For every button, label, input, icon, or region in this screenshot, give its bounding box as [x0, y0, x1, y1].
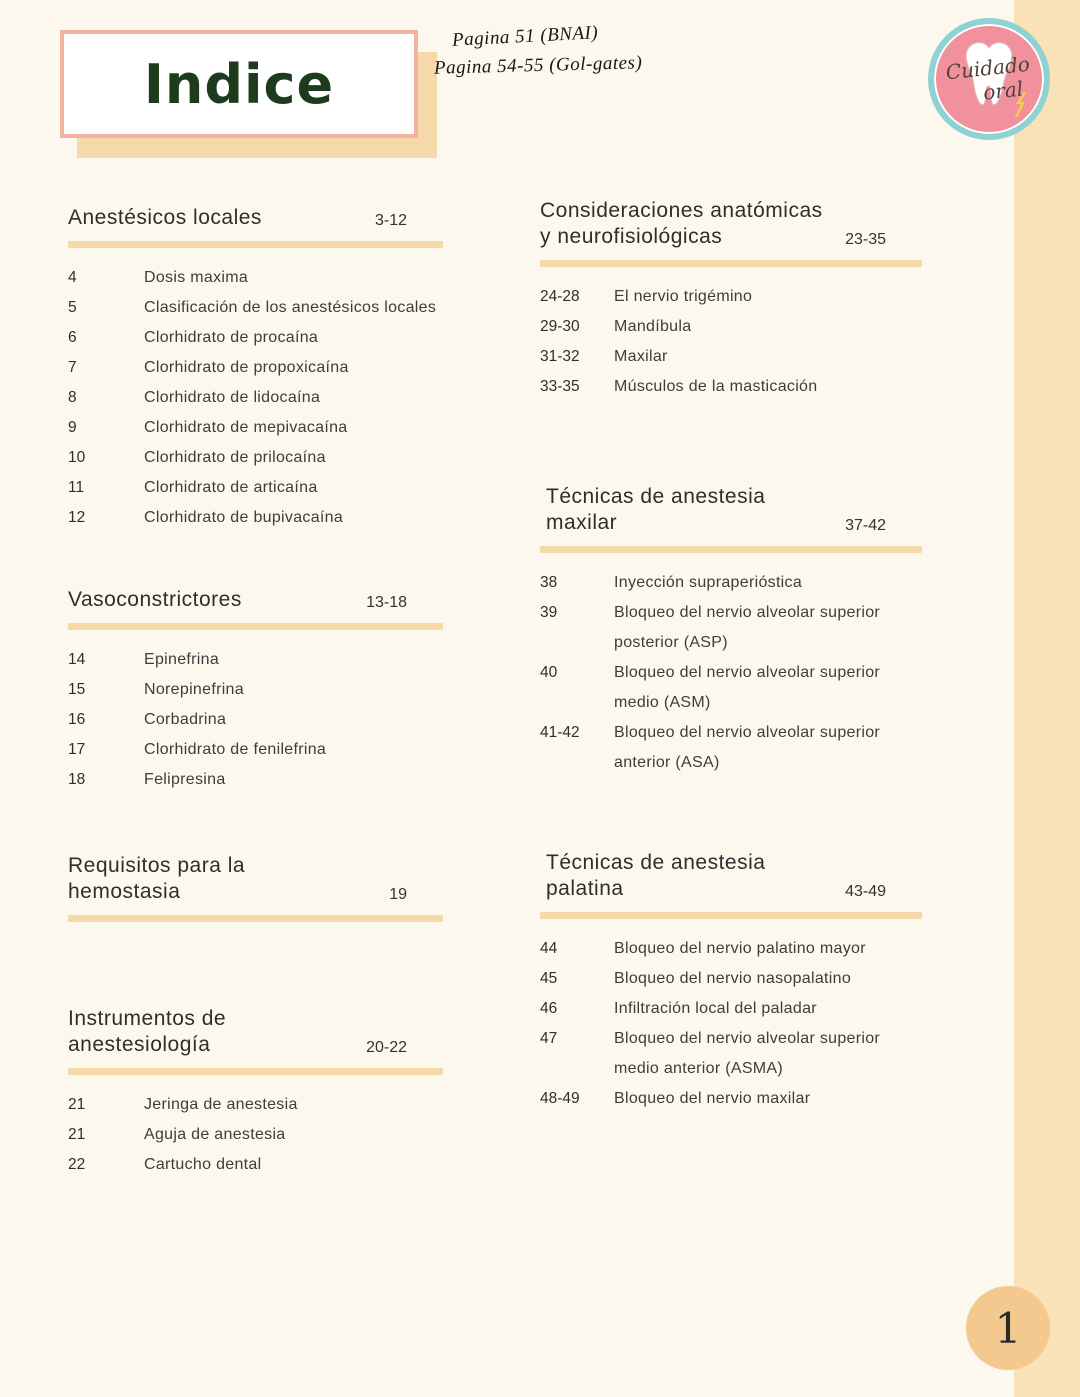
section-item-list	[68, 645, 443, 795]
toc-item-label: Dosis maxima	[144, 269, 249, 286]
section-underline-bar	[540, 546, 922, 553]
section-page-range: 37-42	[845, 517, 886, 534]
section-title	[68, 205, 375, 231]
toc-item	[540, 282, 922, 312]
toc-item	[68, 413, 443, 443]
section-title	[68, 587, 366, 613]
section-page-range: 43-49	[845, 883, 886, 900]
section-title-line: Instrumentos de	[68, 1007, 227, 1030]
section-requisitos-hemostasia	[68, 853, 443, 922]
toc-item-page: 21	[68, 1126, 86, 1143]
toc-item-label: Clorhidrato de fenilefrina	[144, 741, 327, 758]
toc-item	[68, 353, 443, 383]
toc-item	[68, 645, 443, 675]
toc-item	[540, 658, 922, 718]
toc-item-page: 24-28	[540, 288, 580, 305]
toc-item-label: Aguja de anestesia	[144, 1126, 286, 1143]
toc-item-page: 33-35	[540, 378, 580, 395]
section-title-line: Anestésicos locales	[68, 206, 262, 229]
toc-item-label: Felipresina	[144, 771, 226, 788]
toc-column-right	[540, 198, 922, 1114]
toc-item-label: Corbadrina	[144, 711, 227, 728]
toc-item-page: 39	[540, 604, 558, 621]
toc-item	[540, 312, 922, 342]
toc-item-page: 29-30	[540, 318, 580, 335]
section-title	[546, 484, 845, 536]
toc-item-label: Norepinefrina	[144, 681, 244, 698]
section-item-list	[68, 263, 443, 533]
toc-item	[540, 568, 922, 598]
toc-item	[68, 443, 443, 473]
toc-item-page: 14	[68, 651, 86, 668]
section-consideraciones-anatomicas	[540, 198, 922, 402]
toc-item	[68, 293, 443, 323]
toc-item-page: 40	[540, 664, 558, 681]
toc-item-page: 22	[68, 1156, 86, 1173]
section-title-line: Técnicas de anestesia	[546, 851, 766, 874]
toc-item-page: 47	[540, 1030, 558, 1047]
toc-item-page: 44	[540, 940, 558, 957]
toc-item-page: 10	[68, 449, 86, 466]
section-title-line: Requisitos para la	[68, 854, 246, 877]
toc-item-label: Bloqueo del nervio alveolar superior anterior (ASA)	[614, 724, 881, 771]
toc-item-page: 4	[68, 269, 77, 286]
toc-item-label: Maxilar	[614, 348, 668, 365]
section-underline-bar	[68, 623, 443, 630]
section-tecnicas-maxilar	[540, 484, 922, 778]
page-title: Indice	[143, 52, 335, 116]
section-header	[540, 198, 922, 250]
section-header	[540, 484, 922, 536]
toc-item-label: Bloqueo del nervio maxilar	[614, 1090, 811, 1107]
toc-item	[540, 1084, 922, 1114]
brand-logo	[928, 18, 1050, 140]
toc-item-label: Infiltración local del paladar	[614, 1000, 817, 1017]
toc-item-page: 46	[540, 1000, 558, 1017]
toc-item-page: 41-42	[540, 724, 580, 741]
toc-item	[68, 323, 443, 353]
toc-item	[540, 964, 922, 994]
toc-item-label: Bloqueo del nervio alveolar superior medio anterior (ASMA)	[614, 1030, 881, 1077]
toc-item	[68, 1120, 443, 1150]
section-item-list	[540, 282, 922, 402]
section-title-line: Consideraciones anatómicas	[540, 199, 823, 222]
toc-item-label: Bloqueo del nervio nasopalatino	[614, 970, 852, 987]
toc-item-label: Bloqueo del nervio alveolar superior posterior (ASP)	[614, 604, 881, 651]
section-title-line: maxilar	[546, 511, 618, 534]
toc-item	[68, 473, 443, 503]
toc-item-page: 15	[68, 681, 86, 698]
toc-item	[540, 994, 922, 1024]
side-band	[1014, 0, 1080, 1397]
title-box	[60, 30, 418, 138]
section-header	[68, 1006, 443, 1058]
section-title-line: Técnicas de anestesia	[546, 485, 766, 508]
section-header	[68, 205, 443, 231]
toc-item-page: 16	[68, 711, 86, 728]
toc-item	[68, 503, 443, 533]
toc-item-page: 11	[68, 479, 85, 496]
section-title-line: anestesiología	[68, 1033, 211, 1056]
section-underline-bar	[68, 915, 443, 922]
section-title	[68, 1006, 366, 1058]
toc-item-page: 18	[68, 771, 86, 788]
toc-item	[68, 765, 443, 795]
section-anestesicos-locales	[68, 205, 443, 533]
section-underline-bar	[540, 912, 922, 919]
logo-text-line1: Cuidado	[944, 51, 1031, 85]
sparkle-icon	[1014, 92, 1030, 118]
toc-item-page: 48-49	[540, 1090, 580, 1107]
toc-item	[68, 383, 443, 413]
toc-item-label: Mandíbula	[614, 318, 692, 335]
section-page-range: 13-18	[366, 594, 407, 611]
section-title-line: y neurofisiológicas	[540, 225, 723, 248]
toc-item	[68, 705, 443, 735]
section-underline-bar	[540, 260, 922, 267]
toc-item	[540, 342, 922, 372]
toc-column-left	[68, 205, 443, 1180]
toc-item	[540, 372, 922, 402]
toc-item-label: Inyección supraperióstica	[614, 574, 803, 591]
section-header	[68, 587, 443, 613]
section-title-line: hemostasia	[68, 880, 181, 903]
section-item-list	[68, 1090, 443, 1180]
toc-item-page: 12	[68, 509, 86, 526]
toc-item-label: Clorhidrato de lidocaína	[144, 389, 321, 406]
toc-item-page: 38	[540, 574, 558, 591]
toc-item-page: 6	[68, 329, 77, 346]
section-instrumentos-anestesiologia	[68, 1006, 443, 1180]
toc-item-label: Clorhidrato de mepivacaína	[144, 419, 348, 436]
section-header	[68, 853, 443, 905]
handwritten-note-2: Pagina 54-55 (Gol-gates)	[433, 52, 643, 79]
toc-item	[540, 718, 922, 778]
toc-item-label: Cartucho dental	[144, 1156, 262, 1173]
section-item-list	[540, 934, 922, 1114]
toc-item-page: 17	[68, 741, 86, 758]
toc-item-label: Clasificación de los anestésicos locales	[144, 299, 437, 316]
section-page-range: 20-22	[366, 1039, 407, 1056]
toc-item	[540, 934, 922, 964]
toc-item-label: Músculos de la masticación	[614, 378, 818, 395]
toc-item	[540, 598, 922, 658]
section-page-range: 3-12	[374, 212, 407, 229]
section-tecnicas-palatina	[540, 850, 922, 1114]
section-title	[540, 198, 845, 250]
section-title	[68, 853, 389, 905]
section-header	[540, 850, 922, 902]
toc-item	[68, 735, 443, 765]
toc-item	[68, 675, 443, 705]
section-title	[546, 850, 845, 902]
toc-item	[68, 1090, 443, 1120]
toc-item-page: 45	[540, 970, 558, 987]
toc-item	[540, 1024, 922, 1084]
toc-item-page: 9	[68, 419, 77, 436]
toc-item	[68, 1150, 443, 1180]
section-title-line: Vasoconstrictores	[68, 588, 242, 611]
page-number-badge	[966, 1286, 1050, 1370]
handwritten-note-1: Pagina 51 (BNAI)	[451, 22, 599, 51]
logo-text-line2: oral	[982, 76, 1025, 105]
toc-item-label: Bloqueo del nervio palatino mayor	[614, 940, 866, 957]
section-title-line: palatina	[546, 877, 624, 900]
toc-item-label: Clorhidrato de prilocaína	[144, 449, 326, 466]
page-number: 1	[994, 1303, 1022, 1353]
toc-item-label: Bloqueo del nervio alveolar superior medio (ASM)	[614, 664, 881, 711]
toc-item-page: 8	[68, 389, 77, 406]
toc-item-label: Clorhidrato de propoxicaína	[144, 359, 349, 376]
section-page-range: 23-35	[845, 231, 886, 248]
section-underline-bar	[68, 241, 443, 248]
toc-item-label: Clorhidrato de bupivacaína	[144, 509, 344, 526]
section-page-range: 19	[389, 886, 407, 903]
toc-item-page: 7	[68, 359, 77, 376]
toc-item-label: Jeringa de anestesia	[144, 1096, 298, 1113]
section-item-list	[540, 568, 922, 778]
section-underline-bar	[68, 1068, 443, 1075]
toc-item-label: Clorhidrato de procaína	[144, 329, 319, 346]
toc-item	[68, 263, 443, 293]
toc-item-label: Epinefrina	[144, 651, 220, 668]
toc-item-label: El nervio trigémino	[614, 288, 753, 305]
toc-item-page: 21	[68, 1096, 86, 1113]
toc-item-page: 31-32	[540, 348, 580, 365]
toc-item-page: 5	[68, 299, 77, 316]
section-vasoconstrictores	[68, 587, 443, 795]
toc-item-label: Clorhidrato de articaína	[144, 479, 318, 496]
